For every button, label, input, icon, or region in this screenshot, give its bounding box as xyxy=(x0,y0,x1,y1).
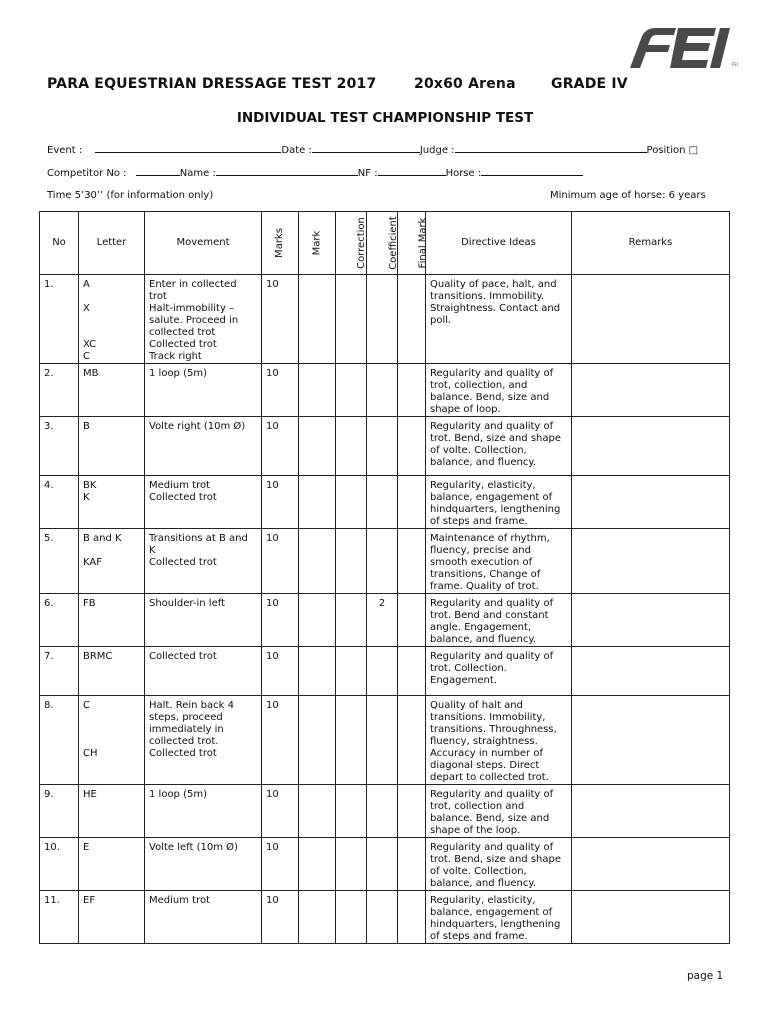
remarks-input-cell[interactable] xyxy=(572,891,730,944)
letter-line: XC xyxy=(83,339,97,350)
remarks-input-cell[interactable] xyxy=(572,417,730,476)
col-final-mark: Final Mark xyxy=(417,217,429,269)
mark-input-cell[interactable] xyxy=(299,364,336,417)
letter-cell xyxy=(79,417,145,476)
nf-label: NF : xyxy=(357,168,378,179)
movement-line: Collected trot xyxy=(149,651,217,662)
col-directive: Directive Ideas xyxy=(426,212,572,275)
movement-line: Halt-immobility – xyxy=(149,303,235,314)
directive-line: trot. Bend, size and shape xyxy=(430,433,562,444)
remarks-input-cell[interactable] xyxy=(572,275,730,364)
letter-line xyxy=(83,315,140,327)
movement-line: Collected trot xyxy=(149,557,217,568)
mark-input-cell[interactable] xyxy=(299,529,336,594)
movement-line: Enter in collected xyxy=(149,279,237,290)
name-label: Name : xyxy=(179,168,216,179)
letter-line: A xyxy=(83,279,90,290)
remarks-input-cell[interactable] xyxy=(572,838,730,891)
date-field[interactable] xyxy=(312,143,420,153)
test-subtitle: INDIVIDUAL TEST CHAMPIONSHIP TEST xyxy=(236,110,534,126)
final-mark-input-cell[interactable] xyxy=(398,275,426,364)
letter-cell xyxy=(79,594,145,647)
directive-cell xyxy=(426,417,572,476)
directive-line: Regularity, elasticity, xyxy=(430,480,536,491)
movement-line: collected trot. xyxy=(149,736,219,747)
col-mark: Mark xyxy=(310,230,322,256)
letter-line xyxy=(83,712,140,724)
directive-line: balance, and fluency. xyxy=(430,634,537,645)
directive-line: Straightness. Contact and xyxy=(430,303,561,314)
final-mark-input-cell[interactable] xyxy=(398,476,426,529)
directive-line: of volte. Collection, xyxy=(430,445,527,456)
max-marks-cell: 10 xyxy=(262,417,299,476)
directive-line: balance, engagement of xyxy=(430,492,553,503)
mark-input-cell[interactable] xyxy=(299,594,336,647)
directive-line: trot, collection, and xyxy=(430,380,528,391)
letter-line xyxy=(83,724,140,736)
row-number: 9. xyxy=(40,785,79,838)
correction-input-cell[interactable] xyxy=(336,891,367,944)
mark-input-cell[interactable] xyxy=(299,647,336,696)
letter-line: E xyxy=(83,842,90,853)
directive-line: diagonal steps. Direct xyxy=(430,760,540,771)
letter-line: C xyxy=(83,700,90,711)
letter-line: C xyxy=(83,351,90,362)
directive-line: Regularity and quality of xyxy=(430,651,554,662)
date-label: Date : xyxy=(281,145,312,156)
correction-input-cell[interactable] xyxy=(336,275,367,364)
event-label: Event : xyxy=(47,145,83,156)
directive-line: fluency, straightness. xyxy=(430,736,538,747)
row-number: 11. xyxy=(40,891,79,944)
movement-line: salute. Proceed in xyxy=(149,315,239,326)
letter-line xyxy=(83,545,140,557)
event-field[interactable] xyxy=(95,143,281,153)
directive-cell xyxy=(426,838,572,891)
correction-input-cell[interactable] xyxy=(336,838,367,891)
final-mark-input-cell[interactable] xyxy=(398,529,426,594)
directive-line: trot. Bend and constant xyxy=(430,610,549,621)
directive-line: Regularity and quality of xyxy=(430,842,554,853)
table-row xyxy=(40,785,730,838)
movement-cell xyxy=(145,891,262,944)
coefficient-cell xyxy=(367,275,398,364)
directive-line: trot, collection and xyxy=(430,801,525,812)
directive-line: transitions. Immobility. xyxy=(430,291,545,302)
header-row xyxy=(40,212,730,275)
movement-line: Collected trot xyxy=(149,339,217,350)
col-coefficient: Coefficient xyxy=(387,216,399,270)
letter-cell xyxy=(79,275,145,364)
remarks-input-cell[interactable] xyxy=(572,476,730,529)
coefficient-cell xyxy=(367,838,398,891)
letter-cell xyxy=(79,838,145,891)
coefficient-cell xyxy=(367,891,398,944)
letter-line xyxy=(83,291,140,303)
movement-line: Track right xyxy=(149,351,202,362)
movement-line: steps, proceed xyxy=(149,712,223,723)
directive-line: Regularity, elasticity, xyxy=(430,895,536,906)
movement-cell xyxy=(145,785,262,838)
letter-cell xyxy=(79,529,145,594)
directive-line: balance, and fluency. xyxy=(430,878,537,889)
directive-line: shape of loop. xyxy=(430,404,501,415)
table-row xyxy=(40,696,730,785)
directive-line: balance. Bend, size and xyxy=(430,813,550,824)
position-label[interactable]: Position □ xyxy=(646,145,699,156)
directive-line: hindquarters, lengthening xyxy=(430,504,561,515)
correction-input-cell[interactable] xyxy=(336,476,367,529)
table-row xyxy=(40,529,730,594)
table-row xyxy=(40,838,730,891)
max-marks-cell: 10 xyxy=(262,785,299,838)
coefficient-cell xyxy=(367,785,398,838)
movement-cell xyxy=(145,696,262,785)
directive-line: balance, engagement of xyxy=(430,907,553,918)
directive-line: transitions. Throughness, xyxy=(430,724,557,735)
mark-input-cell[interactable] xyxy=(299,476,336,529)
grade: GRADE IV xyxy=(551,76,628,92)
row-number: 6. xyxy=(40,594,79,647)
final-mark-input-cell[interactable] xyxy=(398,594,426,647)
test-title: PARA EQUESTRIAN DRESSAGE TEST 2017 xyxy=(47,76,377,92)
row-number: 3. xyxy=(40,417,79,476)
letter-line: MB xyxy=(83,368,99,379)
directive-line: Regularity and quality of xyxy=(430,598,554,609)
remarks-input-cell[interactable] xyxy=(572,647,730,696)
judge-field[interactable] xyxy=(455,143,647,153)
movement-line: trot xyxy=(149,291,167,302)
correction-input-cell[interactable] xyxy=(336,417,367,476)
directive-line: transitions. Immobility, xyxy=(430,712,546,723)
letter-cell xyxy=(79,785,145,838)
event-row xyxy=(47,143,698,156)
directive-line: angle. Engagement, xyxy=(430,622,532,633)
letter-cell xyxy=(79,476,145,529)
max-marks-cell: 10 xyxy=(262,529,299,594)
movement-cell xyxy=(145,275,262,364)
movement-line: Medium trot xyxy=(149,895,211,906)
directive-line: depart to collected trot. xyxy=(430,772,549,783)
directive-line: poll. xyxy=(430,315,452,326)
letter-line: X xyxy=(83,303,90,314)
directive-cell xyxy=(426,594,572,647)
directive-line: smooth execution of xyxy=(430,557,533,568)
letter-line: EF xyxy=(83,895,96,906)
final-mark-input-cell[interactable] xyxy=(398,838,426,891)
page-number: page 1 xyxy=(687,970,724,982)
mark-input-cell[interactable] xyxy=(299,417,336,476)
table-row xyxy=(40,594,730,647)
name-field[interactable] xyxy=(216,166,358,176)
competitor-label: Competitor No : xyxy=(47,168,127,179)
max-marks-cell: 10 xyxy=(262,476,299,529)
movement-line: immediately in xyxy=(149,724,224,735)
movement-line: K xyxy=(149,545,156,556)
row-number: 2. xyxy=(40,364,79,417)
correction-input-cell[interactable] xyxy=(336,647,367,696)
max-marks-cell: 10 xyxy=(262,364,299,417)
col-remarks: Remarks xyxy=(572,212,730,275)
fei-logo xyxy=(620,26,748,70)
table-row xyxy=(40,476,730,529)
directive-line: shape of the loop. xyxy=(430,825,521,836)
movement-line: Volte left (10m Ø) xyxy=(149,842,238,853)
score-sheet-table xyxy=(39,211,730,944)
correction-input-cell[interactable] xyxy=(336,594,367,647)
table-row xyxy=(40,275,730,364)
judge-label: Judge : xyxy=(419,145,455,156)
max-marks-cell: 10 xyxy=(262,696,299,785)
final-mark-input-cell[interactable] xyxy=(398,696,426,785)
arena-size: 20x60 Arena xyxy=(414,76,516,92)
table-row xyxy=(40,417,730,476)
remarks-input-cell[interactable] xyxy=(572,785,730,838)
movement-line: Medium trot xyxy=(149,480,211,491)
directive-line: Quality of pace, halt, and xyxy=(430,279,557,290)
movement-cell xyxy=(145,838,262,891)
coefficient-cell xyxy=(367,476,398,529)
movement-cell xyxy=(145,647,262,696)
letter-line: K xyxy=(83,492,90,503)
max-marks-cell: 10 xyxy=(262,891,299,944)
letter-cell xyxy=(79,891,145,944)
directive-line: of steps and frame. xyxy=(430,931,528,942)
directive-cell xyxy=(426,696,572,785)
coefficient-cell xyxy=(367,417,398,476)
movement-line: Halt. Rein back 4 xyxy=(149,700,234,711)
directive-line: balance. Bend, size and xyxy=(430,392,550,403)
directive-line: Regularity and quality of xyxy=(430,368,554,379)
directive-line: Maintenance of rhythm, xyxy=(430,533,550,544)
directive-line: Engagement. xyxy=(430,675,497,686)
coefficient-cell xyxy=(367,647,398,696)
table-row xyxy=(40,891,730,944)
mark-input-cell[interactable] xyxy=(299,785,336,838)
directive-line: transitions, Change of xyxy=(430,569,541,580)
letter-cell xyxy=(79,696,145,785)
letter-line: HE xyxy=(83,789,97,800)
row-number: 10. xyxy=(40,838,79,891)
correction-input-cell[interactable] xyxy=(336,785,367,838)
min-age-note: Minimum age of horse: 6 years xyxy=(550,190,706,201)
correction-input-cell[interactable] xyxy=(336,364,367,417)
directive-line: Quality of halt and xyxy=(430,700,523,711)
directive-line: hindquarters, lengthening xyxy=(430,919,561,930)
movement-line: Shoulder-in left xyxy=(149,598,225,609)
letter-cell xyxy=(79,364,145,417)
letter-line: FB xyxy=(83,598,96,609)
directive-cell xyxy=(426,275,572,364)
correction-input-cell[interactable] xyxy=(336,529,367,594)
movement-line: collected trot xyxy=(149,327,216,338)
movement-line: Transitions at B and xyxy=(149,533,248,544)
movement-line: Collected trot xyxy=(149,492,217,503)
directive-cell xyxy=(426,476,572,529)
row-number: 8. xyxy=(40,696,79,785)
directive-cell xyxy=(426,364,572,417)
directive-line: fluency, precise and xyxy=(430,545,531,556)
remarks-input-cell[interactable] xyxy=(572,364,730,417)
movement-line: Volte right (10m Ø) xyxy=(149,421,246,432)
movement-cell xyxy=(145,364,262,417)
directive-cell xyxy=(426,647,572,696)
letter-line: BK xyxy=(83,480,97,491)
final-mark-input-cell[interactable] xyxy=(398,364,426,417)
letter-cell xyxy=(79,647,145,696)
horse-field[interactable] xyxy=(481,166,583,176)
directive-line: balance, and fluency. xyxy=(430,457,537,468)
directive-line: Regularity and quality of xyxy=(430,789,554,800)
horse-label: Horse : xyxy=(445,168,482,179)
max-marks-cell: 10 xyxy=(262,838,299,891)
directive-cell xyxy=(426,785,572,838)
directive-line: trot. Bend, size and shape xyxy=(430,854,562,865)
directive-cell xyxy=(426,891,572,944)
directive-line: frame. Quality of trot. xyxy=(430,581,539,592)
movement-cell xyxy=(145,476,262,529)
movement-cell xyxy=(145,417,262,476)
max-marks-cell: 10 xyxy=(262,275,299,364)
coefficient-cell xyxy=(367,364,398,417)
remarks-input-cell[interactable] xyxy=(572,594,730,647)
correction-input-cell[interactable] xyxy=(336,696,367,785)
letter-line: KAF xyxy=(83,557,102,568)
letter-line: B and K xyxy=(83,533,122,544)
remarks-input-cell[interactable] xyxy=(572,696,730,785)
letter-line xyxy=(83,327,140,339)
mark-input-cell[interactable] xyxy=(299,891,336,944)
movement-line: 1 loop (5m) xyxy=(149,368,207,379)
coefficient-cell xyxy=(367,529,398,594)
directive-line: trot. Collection. xyxy=(430,663,507,674)
competitor-row xyxy=(47,166,583,179)
directive-line: of steps and frame. xyxy=(430,516,528,527)
col-letter: Letter xyxy=(79,212,145,275)
final-mark-input-cell[interactable] xyxy=(398,891,426,944)
directive-line: Regularity and quality of xyxy=(430,421,554,432)
max-marks-cell: 10 xyxy=(262,647,299,696)
table-row xyxy=(40,364,730,417)
coefficient-cell xyxy=(367,696,398,785)
final-mark-input-cell[interactable] xyxy=(398,785,426,838)
row-number: 7. xyxy=(40,647,79,696)
table-row xyxy=(40,647,730,696)
remarks-input-cell[interactable] xyxy=(572,529,730,594)
movement-line: 1 loop (5m) xyxy=(149,789,207,800)
row-number: 5. xyxy=(40,529,79,594)
final-mark-input-cell[interactable] xyxy=(398,417,426,476)
letter-line xyxy=(83,736,140,748)
mark-input-cell[interactable] xyxy=(299,275,336,364)
mark-input-cell[interactable] xyxy=(299,696,336,785)
letter-line: BRMC xyxy=(83,651,113,662)
letter-line: B xyxy=(83,421,90,432)
col-no: No xyxy=(40,212,79,275)
movement-line: Collected trot xyxy=(149,748,217,759)
max-marks-cell: 10 xyxy=(262,594,299,647)
final-mark-input-cell[interactable] xyxy=(398,647,426,696)
competitor-field[interactable] xyxy=(136,166,180,176)
logo-lettering: FEI xyxy=(732,62,739,67)
row-number: 4. xyxy=(40,476,79,529)
directive-line: Accuracy in number of xyxy=(430,748,543,759)
nf-field[interactable] xyxy=(378,166,446,176)
letter-line: CH xyxy=(83,748,98,759)
col-marks: Marks xyxy=(274,228,285,258)
directive-line: of volte. Collection, xyxy=(430,866,527,877)
mark-input-cell[interactable] xyxy=(299,838,336,891)
movement-cell xyxy=(145,529,262,594)
time-note: Time 5’30’’ (for information only) xyxy=(47,190,214,201)
directive-cell xyxy=(426,529,572,594)
row-number: 1. xyxy=(40,275,79,364)
col-correction: Correction xyxy=(355,217,367,269)
coefficient-cell: 2 xyxy=(367,594,398,647)
movement-cell xyxy=(145,594,262,647)
col-movement: Movement xyxy=(145,212,262,275)
